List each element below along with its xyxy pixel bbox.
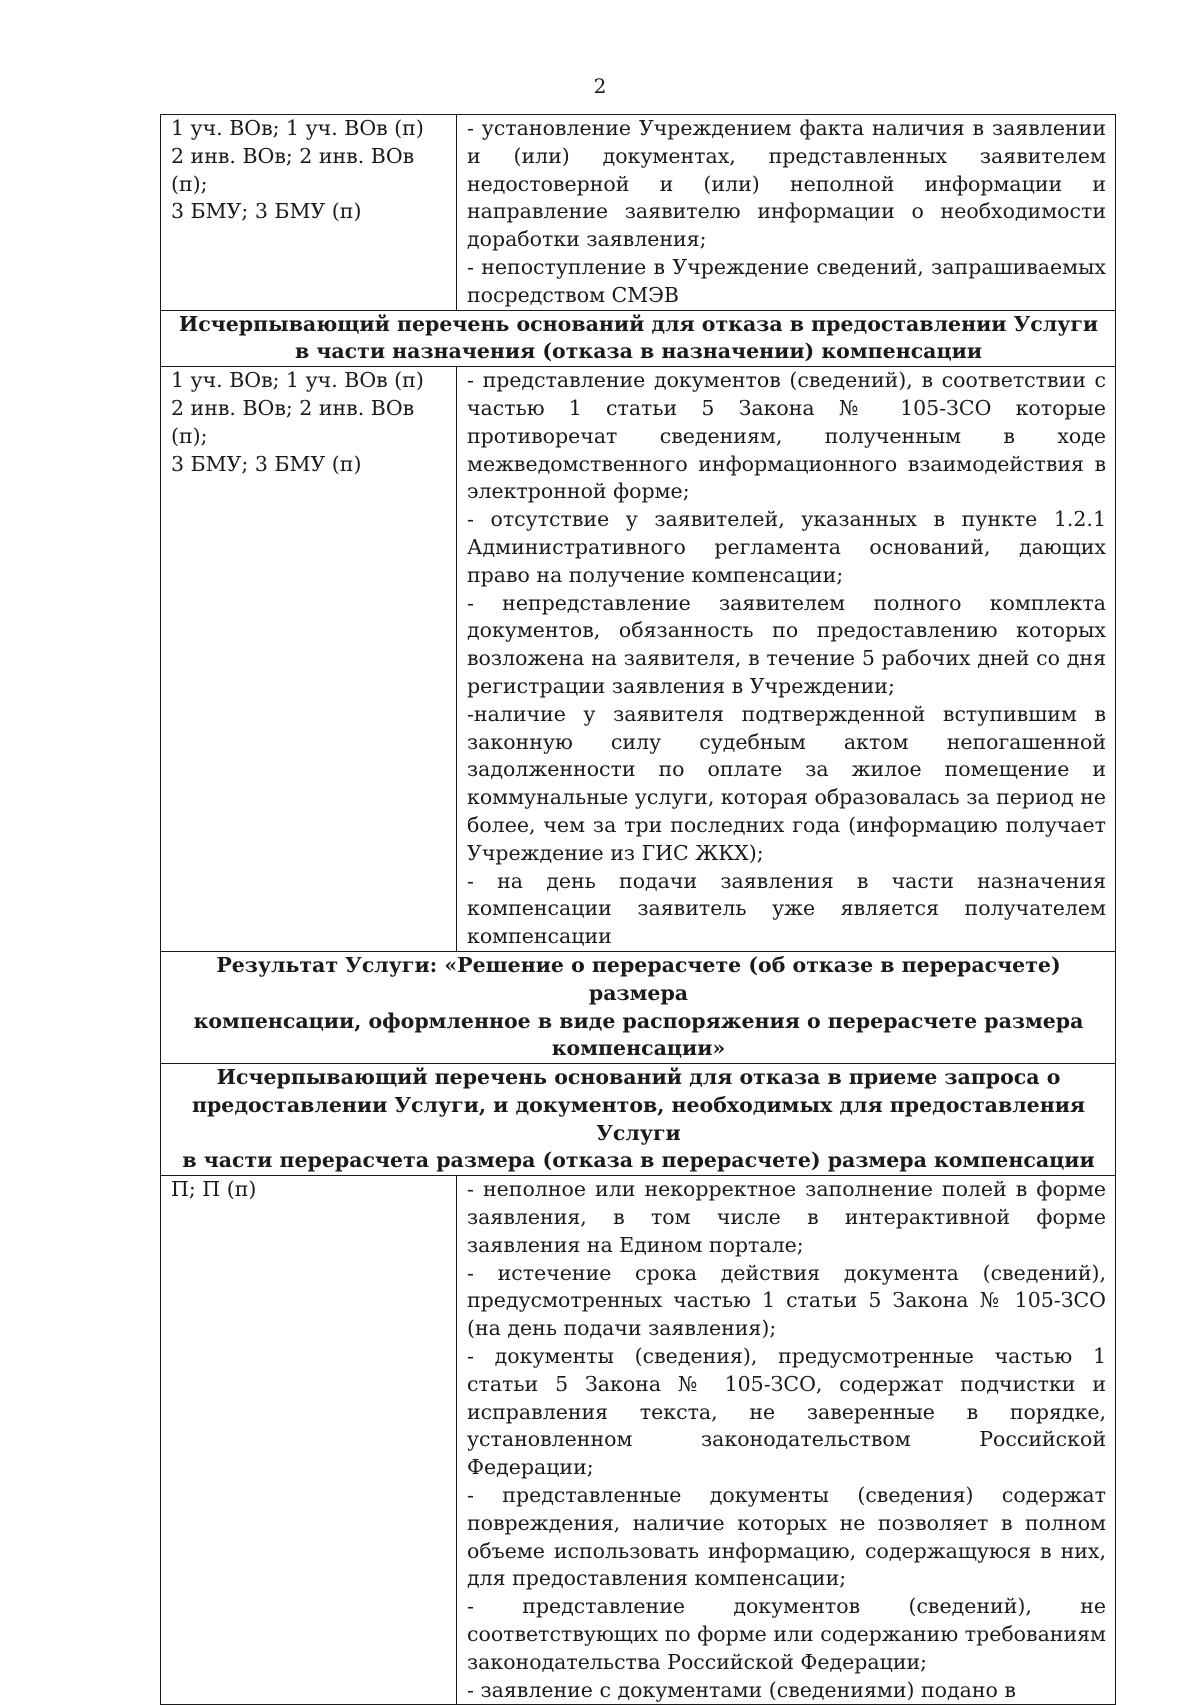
grounds-cell [457, 115, 1116, 311]
applicant-category-cell [161, 1176, 457, 1705]
grounds-cell [457, 1176, 1116, 1705]
table-row [161, 1176, 1116, 1705]
ground-item: - документы (сведения), предусмотренные частью 1 статьи 5 Закона № 105-ЗСО, содержат подчистки и исправления текста, не заверенные в порядке, установленном законодательством Российской Федерации; [467, 1344, 1106, 1480]
ground-item: - заявление с документами (сведениями) подано в [467, 1677, 1016, 1702]
category-code: 2 инв. ВОв; 2 инв. ВОв (п); [171, 395, 415, 448]
applicant-category-cell [161, 115, 457, 311]
ground-item: - истечение срока действия документа (сведений), предусмотренных частью 1 статьи 5 Закона № 105-ЗСО (на день подачи заявления); [467, 1260, 1106, 1341]
applicant-category-cell [161, 367, 457, 952]
heading-line: компенсации» [551, 1036, 726, 1061]
heading-line: Исчерпывающий перечень оснований для отказа в предоставлении Услуги [178, 311, 1099, 336]
page-number: 2 [593, 74, 607, 98]
heading-line: в части перерасчета размера (отказа в перерасчете) размера компенсации [182, 1148, 1095, 1173]
category-code: 2 инв. ВОв; 2 инв. ВОв (п); [171, 143, 415, 196]
ground-item: -наличие у заявителя подтвержденной вступившим в законную силу судебным актом непогашенной задолженности по оплате за жилое помещение и коммунальные услуги, которая образовалась за период не более, чем за три последних года (информацию получает Учреждение из ГИС ЖКХ); [467, 701, 1106, 865]
ground-item: - непоступление в Учреждение сведений, запрашиваемых посредством СМЭВ [467, 254, 1106, 307]
section-heading-row [161, 310, 1116, 367]
heading-line: Исчерпывающий перечень оснований для отказа в приеме запроса о [216, 1065, 1061, 1090]
section-heading [161, 1064, 1116, 1176]
heading-line: компенсации, оформленное в виде распоряжения о перерасчете размера [193, 1008, 1084, 1033]
ground-item: - отсутствие у заявителей, указанных в пункте 1.2.1 Административного регламента оснований, дающих право на получение компенсации; [467, 507, 1106, 587]
ground-item: - представление документов (сведений), не соответствующих по форме или содержанию требованиям законодательства Российской Федерации; [467, 1594, 1106, 1674]
table-row [161, 115, 1116, 311]
ground-item: - на день подачи заявления в части назначения компенсации заявитель уже является получателем компенсации [467, 868, 1106, 949]
category-code: 1 уч. ВОв; 1 уч. ВОв (п) [171, 368, 424, 393]
ground-item: - представление документов (сведений), в соответствии с частью 1 статьи 5 Закона № 105-ЗСО которые противоречат сведениям, полученным в ходе межведомственного информационного взаимодействия в электронной форме; [467, 368, 1106, 504]
heading-line: Результат Услуги: «Решение о перерасчете (об отказе в перерасчете) размера [216, 952, 1061, 1005]
heading-line: предоставлении Услуги, и документов, необходимых для предоставления Услуги [191, 1092, 1086, 1145]
grounds-table [160, 114, 1116, 1705]
category-code: 1 уч. ВОв; 1 уч. ВОв (п) [171, 116, 424, 140]
heading-line: в части назначения (отказа в назначении) компенсации [294, 339, 983, 364]
ground-item: - непредставление заявителем полного комплекта документов, обязанность по предоставлению которых возложена на заявителя, в течение 5 рабочих дней со дня регистрации заявления в Учреждении; [467, 590, 1106, 698]
ground-item: - представленные документы (сведения) содержат повреждения, наличие которых не позволяет в полном объеме использовать информацию, содержащуюся в них, для предоставления компенсации; [467, 1483, 1106, 1591]
category-code: 3 БМУ; 3 БМУ (п) [171, 199, 362, 224]
section-heading-row [161, 951, 1116, 1063]
grounds-cell [457, 367, 1116, 952]
ground-item: - установление Учреждением факта наличия в заявлении и (или) документах, представленных заявителем недостоверной и (или) неполной информации и направление заявителю информации о необходимости доработки заявления; [467, 116, 1106, 252]
category-code: П; П (п) [171, 1177, 257, 1202]
service-result-heading [161, 951, 1116, 1063]
ground-item: - неполное или некорректное заполнение полей в форме заявления, в том числе в интерактивной форме заявления на Едином портале; [467, 1177, 1106, 1257]
table-row [161, 367, 1116, 952]
category-code: 3 БМУ; 3 БМУ (п) [171, 451, 362, 476]
section-heading-row [161, 1064, 1116, 1176]
section-heading [161, 310, 1116, 367]
